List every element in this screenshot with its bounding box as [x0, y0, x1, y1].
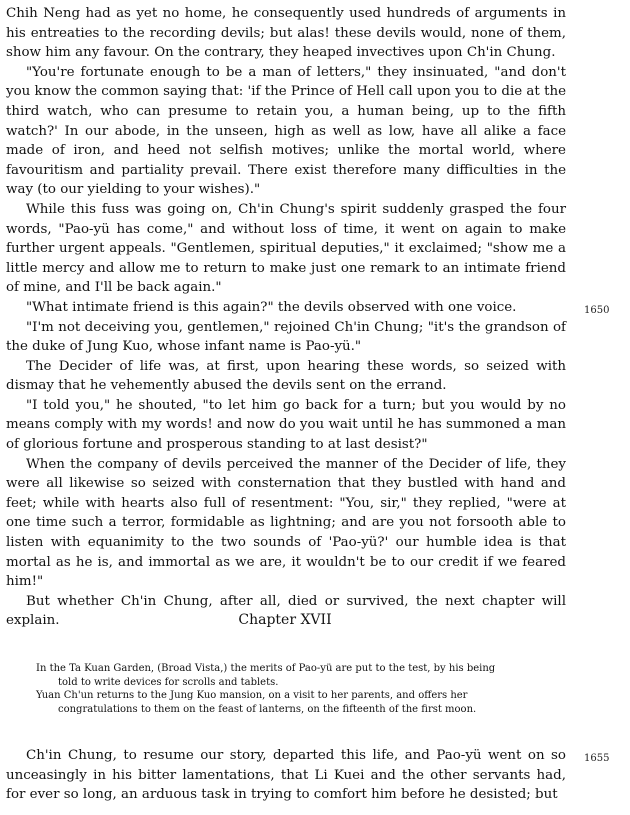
- paragraph: But whether Ch'in Chung, after all, died or survived, the next chapter will explain.: [6, 593, 566, 629]
- chapter-summary: [36, 662, 506, 716]
- paragraph: When the company of devils perceived the manner of the Decider of life, they were all likewise so seized with consternation that they bustled with hand and feet; while with hearts also full of resentment: "You, sir," they replied, "were at one time such a terror, formidable as lightning; and are you not forsooth able to listen with equanimity to the two sounds of 'Pao-yü?' our humble idea is that mortal as he is, and immortal as we are, it wouldn't be to our credit if we feared him!": [6, 456, 566, 590]
- paragraph: "I'm not deceiving you, gentlemen," rejoined Ch'in Chung; "it's the grandson of the duke of Jung Kuo, whose infant name is Pao-yü.": [6, 319, 566, 355]
- body-text: [6, 4, 566, 631]
- chapter-title: Chapter XVII: [238, 612, 332, 628]
- paragraph: "I told you," he shouted, "to let him go back for a turn; but you would by no means comply with my words! and now do you wait until he has summoned a man of glorious fortune and prosperous standing to at last desist?": [6, 397, 566, 453]
- paragraph: While this fuss was going on, Ch'in Chung's spirit suddenly grasped the four words, "Pao-yü has come," and without loss of time, it went on again to make further urgent appeals. "Gentlemen, spiritual deputies," it exclaimed; "show me a little mercy and allow me to return to make just one remark to an intimate friend of mine, and I'll be back again.": [6, 201, 566, 296]
- paragraph: The Decider of life was, at first, upon hearing these words, so seized with dismay that he vehemently abused the devils sent on the errand.: [6, 358, 566, 394]
- line-number: 1655: [584, 753, 610, 764]
- paragraph: Chih Neng had as yet no home, he consequently used hundreds of arguments in his entreaties to the recording devils; but alas! these devils would, none of them, show him any favour. On the contrary, they heaped invectives upon Ch'in Chung.: [6, 6, 566, 61]
- paragraph: Ch'in Chung, to resume our story, departed this life, and Pao-yü went on so unceasingly in his bitter lamentations, that Li Kuei and the other servants had, for ever so long, an arduous task in trying to comfort him before he desisted; but: [6, 748, 566, 803]
- summary-line: In the Ta Kuan Garden, (Broad Vista,) the merits of Pao-yü are put to the test, by his being told to write devices for scrolls and tablets.: [36, 663, 496, 688]
- line-number: 1650: [584, 305, 610, 316]
- chapter-opening: [6, 746, 566, 805]
- paragraph: "You're fortunate enough to be a man of letters," they insinuated, "and don't you know the common saying that: 'if the Prince of Hell call upon you to die at the third watch, who can presume to retain you, a human being, up to the fifth watch?' In our abode, in the unseen, high as well as low, have all alike a face made of iron, and heed not selfish motives; unlike the mortal world, where favouritism and partiality prevail. There exist therefore many difficulties in the way (to our yielding to your wishes).": [6, 64, 566, 198]
- summary-line: Yuan Ch'un returns to the Jung Kuo mansion, on a visit to her parents, and offers her congratulations to them on the feast of lanterns, on the fifteenth of the first moon.: [36, 690, 477, 715]
- paragraph: "What intimate friend is this again?" the devils observed with one voice.: [26, 299, 517, 315]
